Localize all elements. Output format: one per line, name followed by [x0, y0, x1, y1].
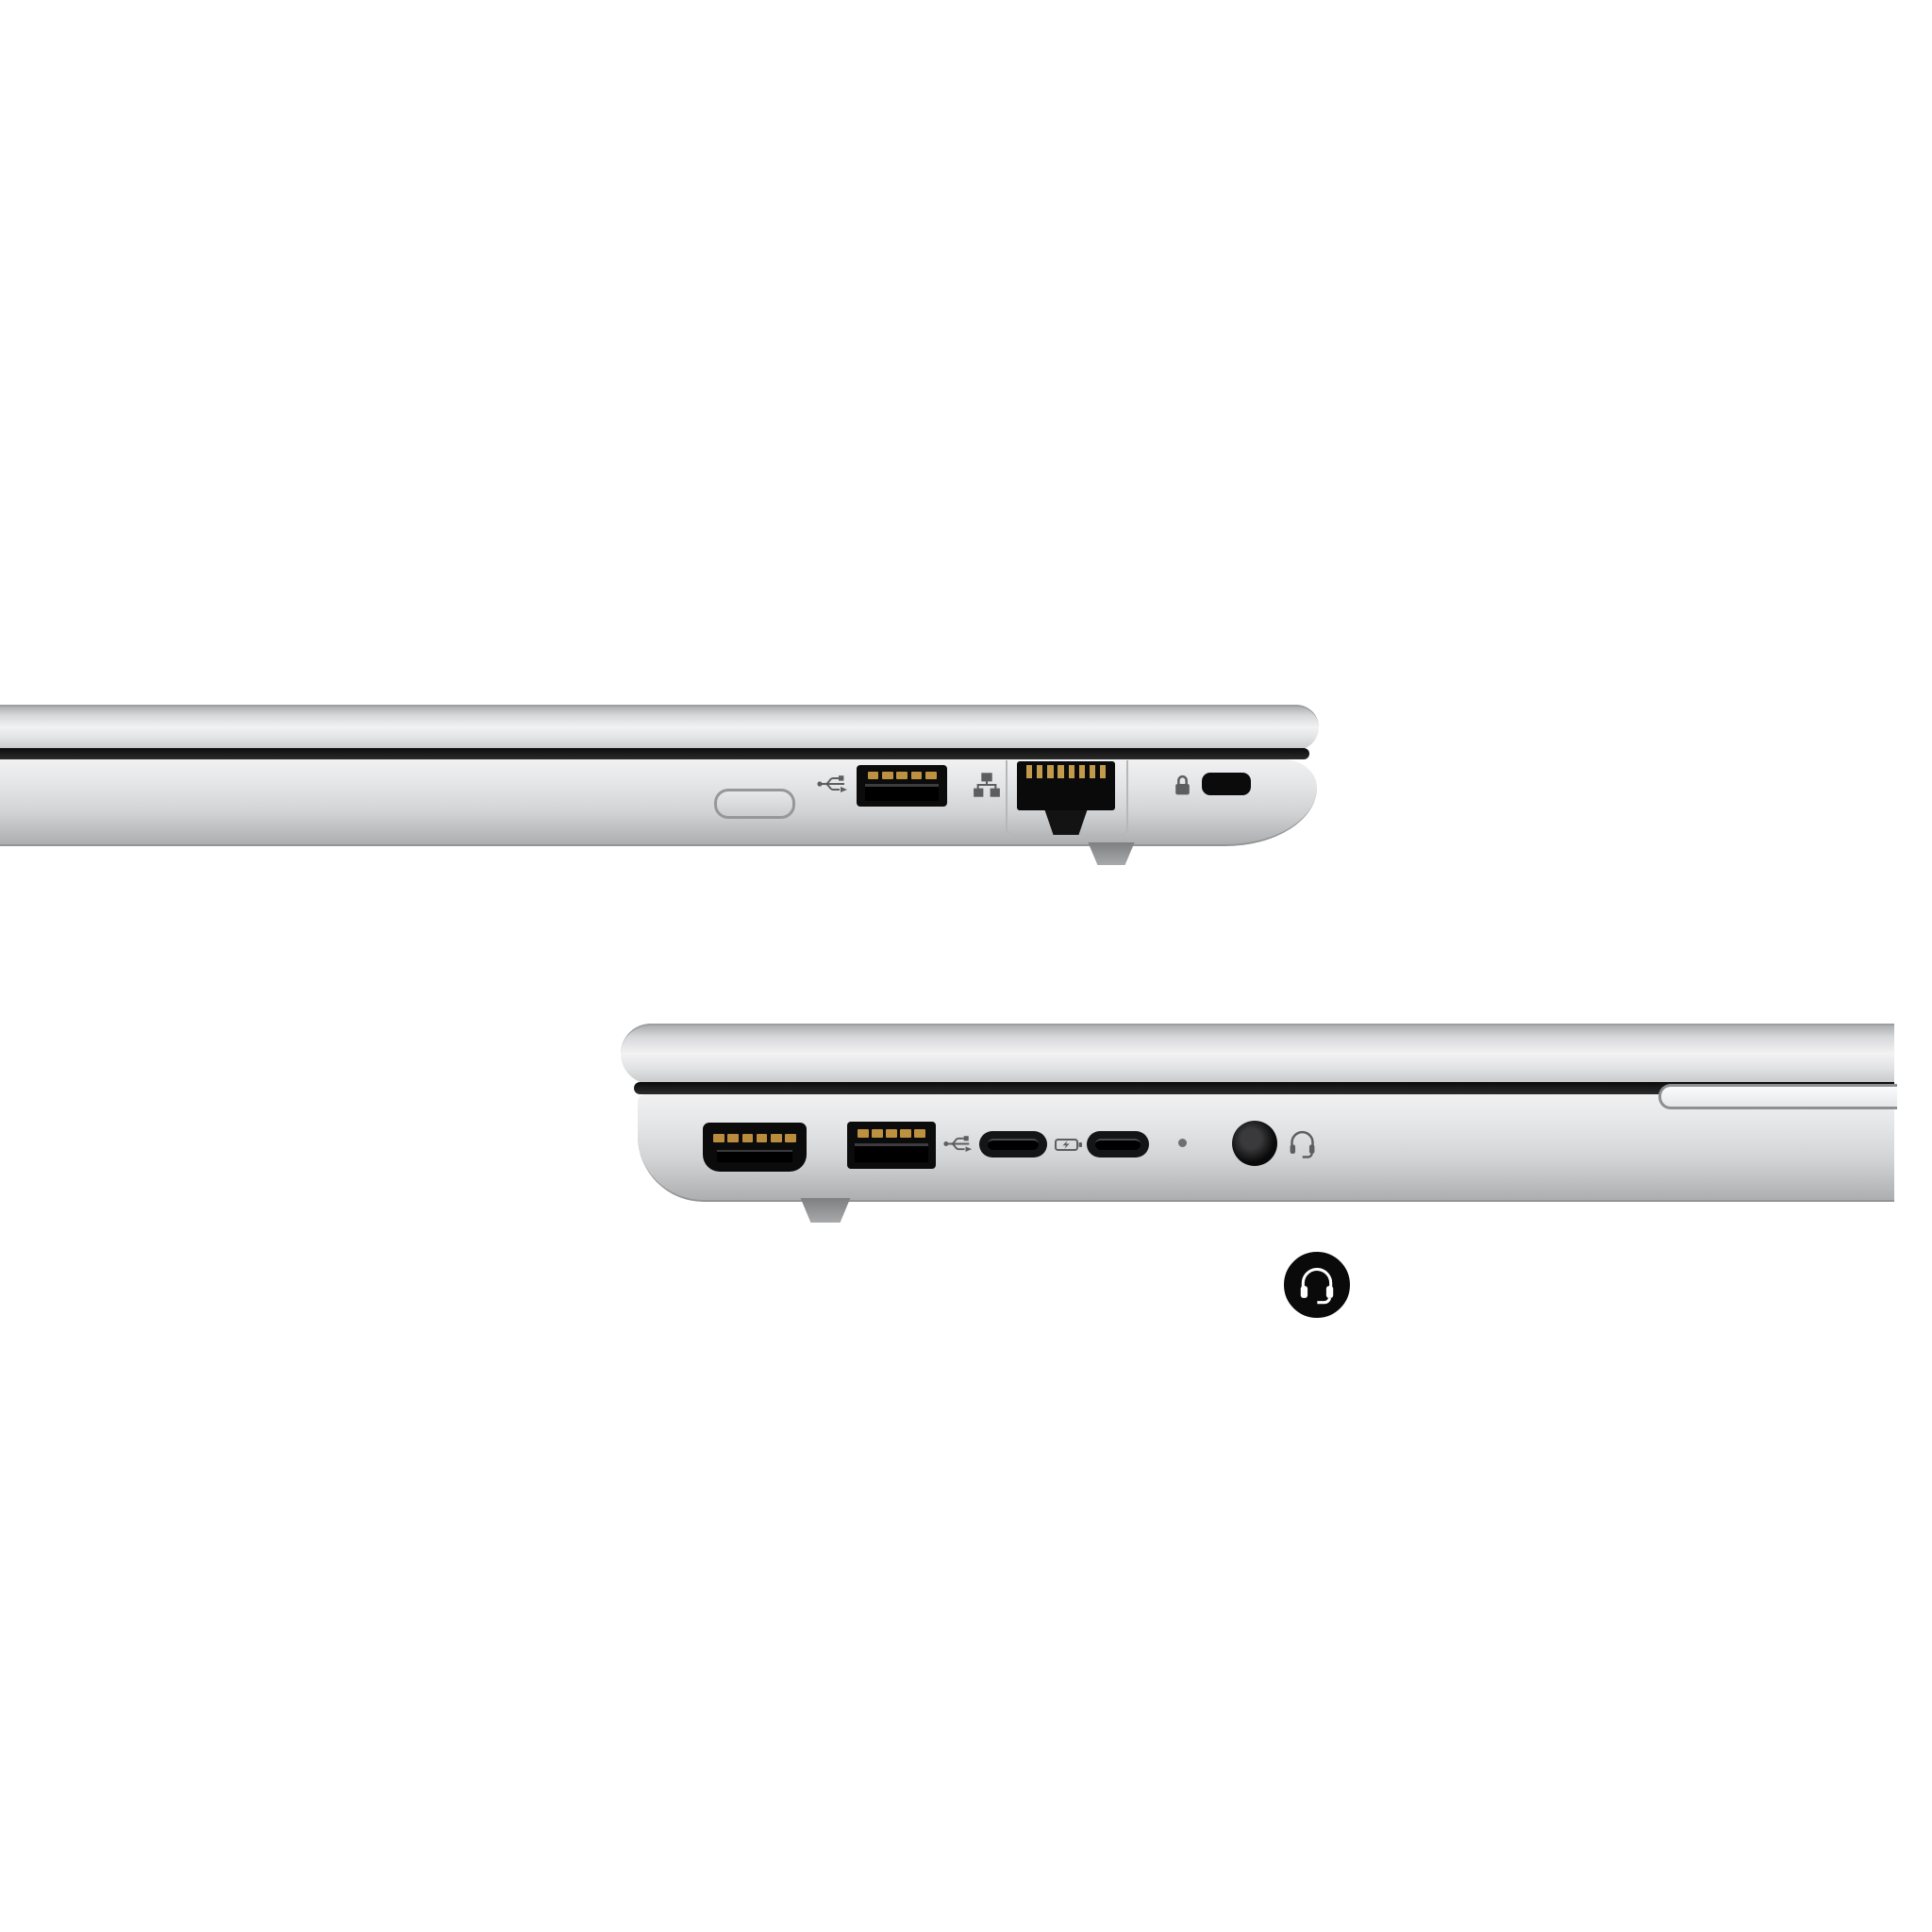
security-lock-slot: [1202, 773, 1251, 795]
superspeed-usb-icon: [943, 1134, 974, 1154]
hdmi-port: [703, 1123, 807, 1172]
rubber-foot: [1085, 842, 1138, 865]
usb-a-port: [857, 765, 947, 807]
superspeed-usb-icon: [817, 774, 849, 794]
rubber-foot: [797, 1198, 854, 1223]
status-led: [1178, 1139, 1187, 1147]
smartcard-reader-slot: [1658, 1084, 1897, 1109]
usb-c-port: [979, 1131, 1047, 1158]
usb-c-port: [1087, 1131, 1149, 1158]
headset-badge: [1279, 1247, 1355, 1323]
rj45-lan-port: [1017, 761, 1115, 810]
network-icon: [974, 772, 1000, 798]
nanosim-slot: [714, 789, 795, 819]
headset-icon: [1296, 1264, 1338, 1306]
headset-icon: [1287, 1128, 1318, 1159]
usb-a-port: [847, 1122, 936, 1169]
headphone-jack: [1232, 1121, 1277, 1166]
laptop-lid: [0, 705, 1319, 750]
battery-power-icon: [1055, 1137, 1083, 1153]
laptop-lid: [621, 1024, 1894, 1084]
laptop-hinge-gap: [0, 748, 1309, 759]
padlock-icon: [1173, 774, 1192, 797]
